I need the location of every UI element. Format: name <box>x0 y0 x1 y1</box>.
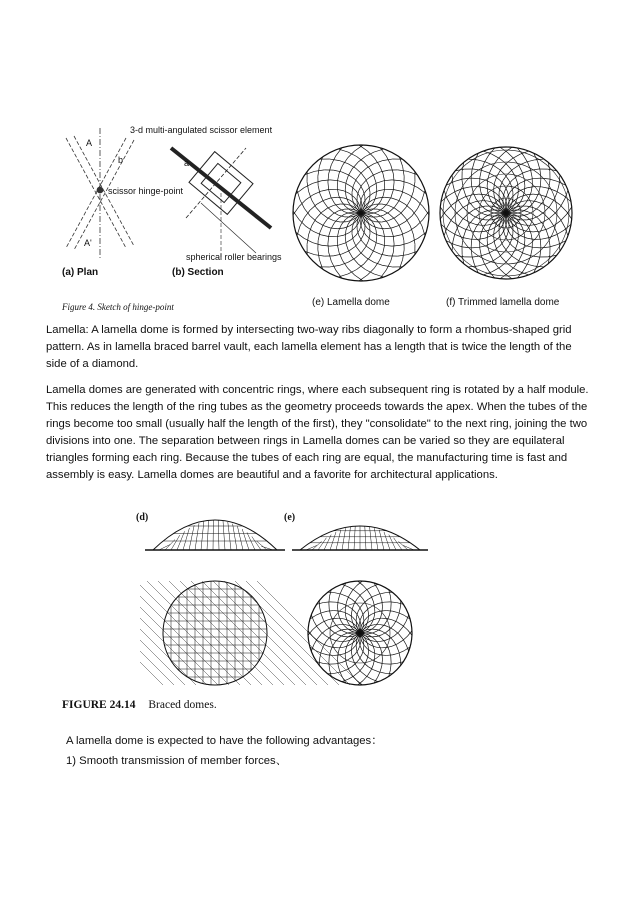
figure-4-caption: Figure 4. Sketch of hinge-point <box>62 302 174 312</box>
label-hinge-point: scissor hinge-point <box>108 186 184 196</box>
label-lamella-dome: (e) Lamella dome <box>312 297 390 308</box>
paragraph-lamella-definition: Lamella: A lamella dome is formed by intersecting two-way ribs diagonally to form a rhombus-shaped grid pattern. As in lamella braced barrel vault, each lamella element has a length that is twice the length of the side of a diamond. <box>46 324 572 370</box>
dome-d-elevation <box>145 520 285 550</box>
dome-d-plan <box>140 581 361 685</box>
label-bearings: spherical roller bearings <box>186 252 282 262</box>
advantage-item-1: 1) Smooth transmission of member forces、 <box>66 755 287 767</box>
label-small-a: a <box>184 158 190 168</box>
lamella-dome-top <box>293 145 429 281</box>
dome-e-plan <box>308 581 412 685</box>
label-d: (d) <box>136 512 149 523</box>
figure-braced-domes <box>140 508 440 688</box>
dome-e-elevation <box>292 526 428 550</box>
label-plan: (a) Plan <box>62 267 99 278</box>
label-scissor-element: 3-d multi-angulated scissor element <box>130 125 273 135</box>
label-a-prime: A' <box>84 238 92 248</box>
label-section: (b) Section <box>172 267 224 278</box>
label-e: (e) <box>284 512 296 523</box>
figure-number: FIGURE 24.14 <box>62 699 136 711</box>
figure-hinge-and-domes <box>46 118 576 318</box>
advantages-intro: A lamella dome is expected to have the following advantages： <box>66 735 383 747</box>
figure-24-14-caption <box>62 699 217 711</box>
label-trimmed-lamella-dome: (f) Trimmed lamella dome <box>446 297 560 308</box>
label-a: A <box>86 138 93 148</box>
label-small-b: b <box>118 155 124 165</box>
paragraph-lamella-rings: Lamella domes are generated with concentric rings, where each subsequent ring is rotated by a half module. This reduces the length of the ring tubes as the geometry proceeds towards the apex. When the tubes of the rings become too small (usually half the length of the first), they "consolidate" to the next ring, joining the two divisions into one. The separation between rings in Lamella domes can be varied so they are equilateral triangles forming each ring. Because the tubes of each ring are equal, the manufacturing time is fast and assembly is easy. Lamella domes are beautiful and a favorite for architectural applications. <box>46 384 589 481</box>
figure-title: Braced domes. <box>148 699 217 711</box>
trimmed-lamella-dome-top <box>440 147 572 279</box>
